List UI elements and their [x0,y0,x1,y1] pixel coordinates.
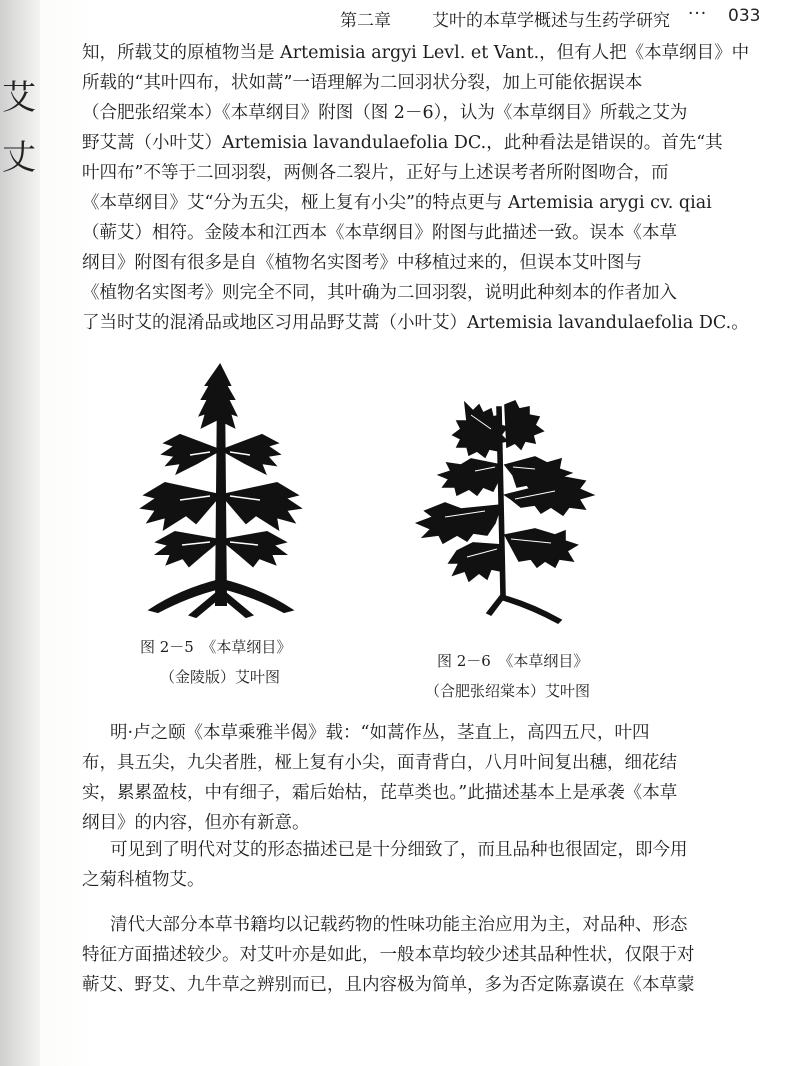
paragraph-4 [82,910,722,1000]
text-line: 实，累累盈枝，中有细子，霜后始枯，芘草类也。”此描述基本上是承袭《本草 [82,783,678,803]
figure-2-6-caption-line1: 图 2－6 《本草纲目》 [437,652,589,670]
figure-2-5-plant-illustration [120,355,320,620]
text-line: 可见到了明代对艾的形态描述已是十分细致了，而且品种也很固定，即今用 [110,840,688,860]
text-line: 野艾蒿（小叶艾）Artemisia lavandulaefolia DC.，此种看法是错误的。首先“其 [82,133,723,153]
text-line: 之菊科植物艾。 [82,870,205,890]
text-line: 明·卢之颐《本草乘雅半偈》载：“如蒿作丛，茎直上，高四五尺，叶四 [110,723,650,743]
figure-2-5-caption-line2: （金陵版）艾叶图 [160,668,281,686]
paragraph-3 [82,835,722,895]
text-line: 蕲艾、野艾、九牛草之辨别而已，且内容极为简单，多为否定陈嘉谟在《本草蒙 [82,975,695,995]
text-line: 知，所载艾的原植物当是 Artemisia argyi Levl. et Vant.，但有人把《本草纲目》中 [82,43,750,63]
text-line: 纲目》的内容，但亦有新意。 [82,813,310,833]
text-line: 所载的“其叶四布，状如蒿”一语理解为二回羽状分裂，加上可能依据误本 [82,73,643,93]
figure-2-6-caption-line2: （合肥张绍棠本）艾叶图 [425,682,591,700]
margin-char: 艾 [2,78,36,118]
text-line: 叶四布”不等于二回羽裂，两侧各二裂片，正好与上述误考者所附图吻合，而 [82,163,669,183]
text-line: 布，具五尖，九尖者胜，桠上复有小尖，面青背白，八月叶间复出穗，细花结 [82,753,677,773]
text-line: 纲目》附图有很多是自《植物名实图考》中移植过来的，但误本艾叶图与 [82,253,642,273]
text-line: 特征方面描述较少。对艾叶亦是如此，一般本草均较少述其品种性状，仅限于对 [82,945,695,965]
text-line: （合肥张绍棠本）《本草纲目》附图（图 2－6），认为《本草纲目》所载之艾为 [82,103,688,123]
text-line: （蕲艾）相符。金陵本和江西本《本草纲目》附图与此描述一致。误本《本草 [82,223,677,243]
chapter-label: 第二章 [340,11,391,31]
running-header [340,6,790,34]
paragraph-1 [82,38,750,338]
text-line: 清代大部分本草书籍均以记载药物的性味功能主治应用为主，对品种、形态 [110,915,688,935]
text-line: 《本草纲目》艾“分为五尖，桠上复有小尖”的特点更与 Artemisia arygi cv. qiai [82,193,712,213]
figure-2-6-plant-illustration [405,395,635,630]
page-number: 033 [728,6,761,26]
figure-2-5-caption-line1: 图 2－5 《本草纲目》 [140,638,292,656]
text-line: 了当时艾的混淆品或地区习用品野艾蒿（小叶艾）Artemisia lavandulaefolia DC.。 [82,313,749,333]
adjacent-page-edge [0,0,40,1066]
text-line: 《植物名实图考》则完全不同，其叶确为二回羽裂，说明此种刻本的作者加入 [82,283,677,303]
chapter-title: 艾叶的本草学概述与生药学研究 [432,11,670,31]
margin-char: 丈 [2,138,36,178]
header-dots: ··· [688,4,708,24]
paragraph-2 [82,718,722,838]
